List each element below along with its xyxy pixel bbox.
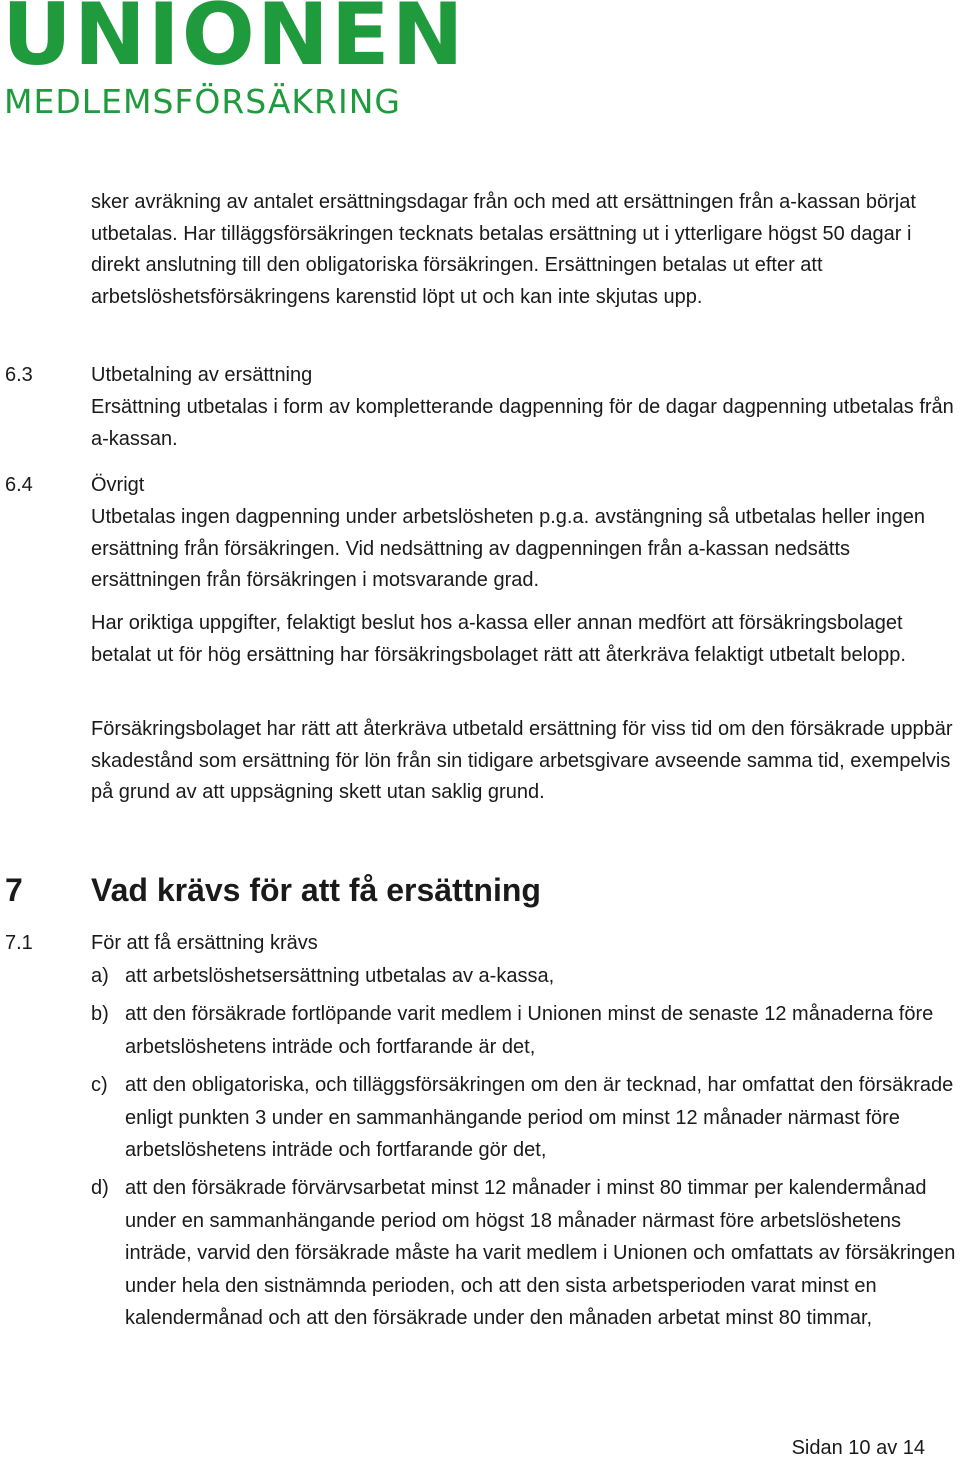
list-item-label: a) <box>91 965 109 987</box>
logo-subtitle: MEDLEMSFÖRSÄKRING <box>4 82 401 121</box>
list-item <box>91 1069 960 1167</box>
section-number-6-4: 6.4 <box>5 474 33 496</box>
list-item-text: att den försäkrade fortlöpande varit medlem i Unionen minst de senaste 12 månaderna före arbetslöshetens inträde och fortfarande är det, <box>125 1003 934 1058</box>
section-number-6-3: 6.3 <box>5 364 33 386</box>
list-item <box>91 960 960 993</box>
section-6-4-paragraph-1: Utbetalas ingen dagpenning under arbetslösheten p.g.a. avstängning så utbetalas heller ingen ersättning från försäkringen. Vid nedsättning av dagpenningen från a-kassan nedsätts ersättningen från försäkringen i motsvarande grad. <box>91 506 925 591</box>
list-item-label: c) <box>91 1074 108 1096</box>
chapter-heading-7: Vad krävs för att få ersättning <box>91 872 541 908</box>
section-text-6-3: Ersättning utbetalas i form av kompletterande dagpenning för de dagar dagpenning utbetalas från a-kassan. <box>91 396 954 450</box>
list-item <box>91 998 960 1063</box>
logo-wordmark: UNIONEN <box>2 0 466 85</box>
list-item-text: att den försäkrade förvärvsarbetat minst 12 månader i minst 80 timmar per kalendermånad under en sammanhängande period om högst 18 månader närmast före arbetslöshetens inträde, varvid den försäkrade måste ha varit medlem i Unionen och omfattats av försäkringen under hela den sistnämnda perioden, och att den sista arbetsperioden varat minst en kalendermånad och att den försäkrade under den månaden arbetat minst 80 timmar, <box>125 1177 956 1329</box>
intro-paragraph: sker avräkning av antalet ersättningsdagar från och med att ersättningen från a-kassan börjat utbetalas. Har tilläggsförsäkringen tecknats betalas ersättning ut i ytterligare högst 50 dagar i direkt anslutning till den obligatoriska försäkringen. Ersättningen betalas ut efter att arbetslöshetsförsäkringens karenstid löpt ut och kan inte skjutas upp. <box>91 191 916 308</box>
section-heading-6-4: Övrigt <box>91 474 145 496</box>
list-item-text: att den obligatoriska, och tilläggsförsäkringen om den är tecknad, har omfattat den försäkrade enligt punkten 3 under en sammanhängande period om minst 12 månader närmast före arbetslöshetens inträde och fortfarande gör det, <box>125 1074 954 1161</box>
section-6-4-paragraph-3: Försäkringsbolaget har rätt att återkräva utbetald ersättning för viss tid om den försäkrade uppbär skadestånd som ersättning för lön från sin tidigare arbetsgivare avseende samma tid, exempelvis på grund av att uppsägning skett utan saklig grund. <box>91 718 953 803</box>
section-6-4-paragraph-2: Har oriktiga uppgifter, felaktigt beslut hos a-kassa eller annan medfört att försäkringsbolaget betalat ut för hög ersättning har försäkringsbolaget rätt att återkräva felaktigt utbetalt belopp. <box>91 612 906 666</box>
section-number-7-1: 7.1 <box>5 932 33 954</box>
section-heading-7-1: För att få ersättning krävs <box>91 932 318 954</box>
chapter-number-7: 7 <box>5 872 23 908</box>
list-item <box>91 1172 960 1335</box>
unionen-logo <box>0 0 480 125</box>
list-item-text: att arbetslöshetsersättning utbetalas av a-kassa, <box>125 965 555 987</box>
section-heading-6-3: Utbetalning av ersättning <box>91 364 313 386</box>
list-item-label: d) <box>91 1177 109 1199</box>
list-item-label: b) <box>91 1003 109 1025</box>
logo-graphic <box>0 0 480 125</box>
page-number: Sidan 10 av 14 <box>791 1437 925 1459</box>
